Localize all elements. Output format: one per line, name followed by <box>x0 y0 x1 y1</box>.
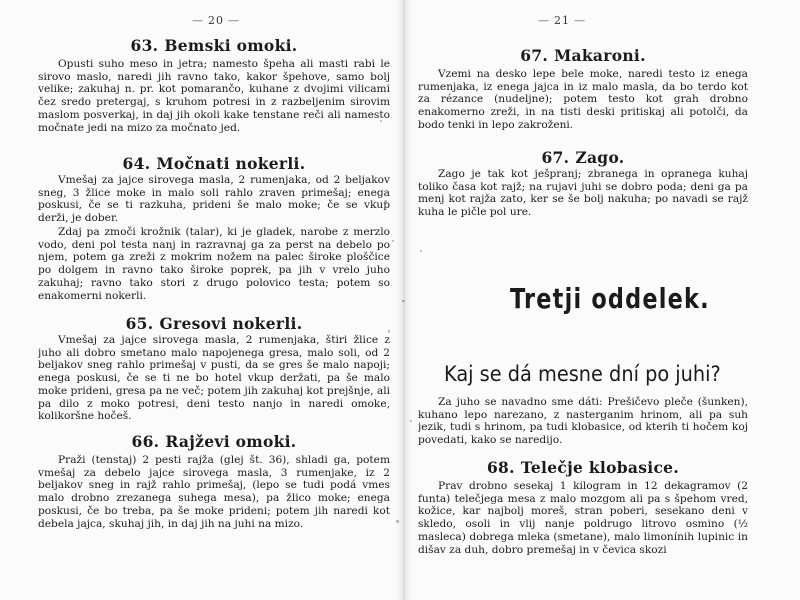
part-title: Tretji oddelek. <box>510 282 710 315</box>
left-page <box>38 0 390 600</box>
scan-speck <box>388 330 390 333</box>
heading-67-zago: 67. Zago. <box>541 148 625 167</box>
page-number-left: — 20 — <box>188 14 244 27</box>
right-page <box>418 0 748 600</box>
paragraph-64b: Zdaj pa zmoči krožnik (talar), ki je gladek, narobe z merzlo vodo, deni pol testa nanj in razravnaj ga za perst na debelo po njem, potem ga zreži z mokrim nožem na palec široke ploščice po dolgem in ravno tako široke poprek, pa jih v vrelo juho zakuhaj; ravno tako stori z drugo polovico testa; potem so enakomerni nokerli. <box>38 226 390 302</box>
scan-speck <box>402 300 405 302</box>
paragraph-63: Opusti suho meso in jetra; namesto špeha ali masti rabi le sirovo maslo, naredi jih ravno tako, kakor špehove, samo bolj velike; zakuhaj n. pr. kot pomarančo, kuhane z dvojimi vilicami čez sredo pretergaj, s kruhom potresi in z razbeljenim sirovim maslom posverkaj, in daj jih okoli kake tenstane reči ali namesto močnate jedi na mizo za močnato jed. <box>38 58 390 134</box>
heading-65: 65. Gresovi nokerli. <box>125 314 303 333</box>
paragraph-65: Vmešaj za jajce sirovega masla, 2 rumenjaka, štiri žlice z juho ali dobro smetano malo napojenega gresa, malo soli, od 2 beljakov sneg rahlo primešaj v pusti, da se gres še malo napoji; enega poskusi, če se ti ne bo hotel vkup deržati, pa še malo moke prideni, gresa pa ne več; potem jih zakuhaj kot prejšnje, ali pa dilo z moko potresi, deni testo nanjo in naredi omoke, kolikoršne hočeš. <box>38 334 390 423</box>
paragraph-66: Praži (tenstaj) 2 pesti rajža (glej št. 36), shladi ga, potem vmešaj za debelo jajce sirovega masla, 3 rumenjake, iz 2 beljakov sneg in rajž rahlo primešaj, (lepo se tudi podá vmes malo drobno zrezanega suhega mesa), pa žlico moke; enega poskusi, če bo treba, pa še moke prideni; potem jih naredi kot debela jajca, skuhaj jih, in daj jih na juhi na mizo. <box>38 454 390 530</box>
paragraph-67-makaroni: Vzemi na desko lepe bele moke, naredi testo iz enega rumenjaka, iz enega jajca in iz malo masla, da bo terdo kot za rézance (nudeljne); potem testo kot grah drobno enakomerno zreži, in na tisti deski pritiskaj ali potolči, da bodo tenki in lepo zakroženi. <box>418 68 748 131</box>
scan-speck <box>384 200 387 203</box>
heading-66: 66. Rajževi omoki. <box>131 432 297 451</box>
paragraph-67-zago: Zago je tak kot ješpranj; zbranega in opranega kuhaj toliko časa kot rajž; na rujavi juhi se dobro poda; deni ga pa menj kot rajža zato, ker se še bolj nakuha; po navadi se rajž kuha le pičle pol ure. <box>418 168 748 219</box>
heading-63: 63. Bemski omoki. <box>130 36 298 55</box>
scan-speck <box>420 250 422 252</box>
heading-64: 64. Močnati nokerli. <box>122 154 306 173</box>
paragraph-64a: Vmešaj za jajce sirovega masla, 2 rumenjaka, od 2 beljakov sneg, 3 žlice moke in malo soli rahlo zraven primešaj; enega poskusi, če se ti razkuha, prideni še malo moke; če se vkup derži, je dober. <box>38 174 390 225</box>
scan-speck <box>392 240 394 242</box>
heading-68: 68. Telečje klobasice. <box>486 458 680 477</box>
scan-speck <box>380 120 382 122</box>
scan-speck <box>396 520 399 523</box>
scan-speck <box>410 420 412 422</box>
heading-67-makaroni: 67. Makaroni. <box>520 46 646 65</box>
page-number-right: — 21 — <box>534 14 590 27</box>
section-subtitle: Kaj se dá mesne dní po juhi? <box>444 362 721 386</box>
paragraph-68: Prav drobno sesekaj 1 kilogram in 12 dekagramov (2 funta) telečjega mesa z malo mozgom ali pa s špehom vred, kožice, kar najbolj moreš, stran poberi, sesekano deni v skledo, osoli in vlij nanje poldrugo litrovo osmino (½ masleca) dobrega mleka (smetane), malo limonínih lupinic in dišav za duh, dobro premešaj in v čevica skozi <box>418 480 748 556</box>
intro-paragraph: Za juho se navadno sme dáti: Prešičevo pleče (šunken), kuhano lepo narezano, z nasterganim hrinom, ali pa suh jezik, tudi s hrinom, pa tudi klobasice, od kterih ti hočem koj povedati, kako se naredijo. <box>418 396 748 447</box>
